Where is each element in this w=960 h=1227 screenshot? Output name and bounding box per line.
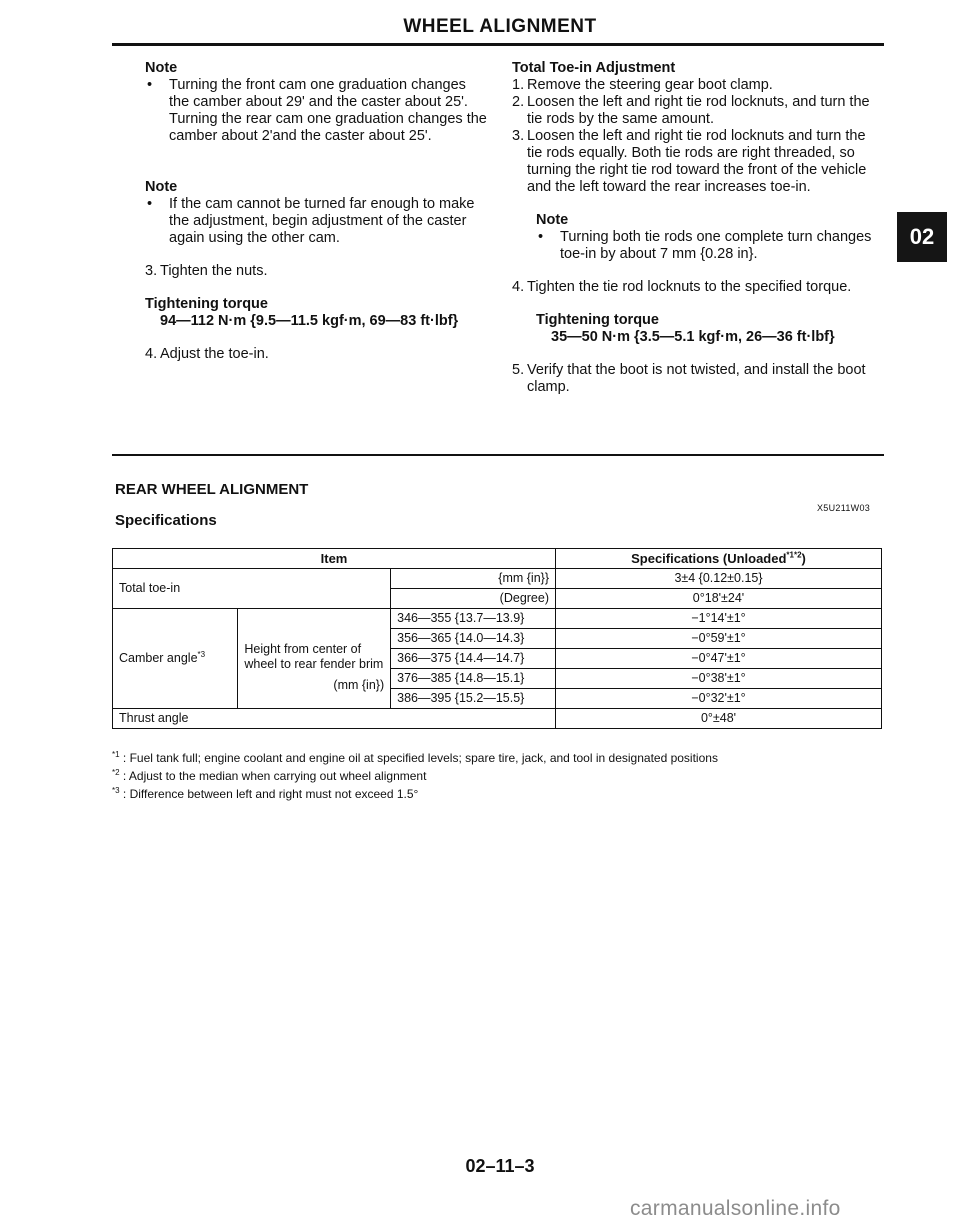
note-cam-limit: • If the cam cannot be turned far enough to make the adjustment, begin adjustment of the caster again using the other cam.: [145, 196, 490, 247]
toe-step-2: 2. Loosen the left and right tie rod locknuts, and turn the tie rods by the same amount.: [512, 94, 870, 127]
camber-value: −0°38'±1°: [556, 669, 882, 689]
torque-heading: Tightening torque: [145, 296, 268, 312]
toe-step-1: 1. Remove the steering gear boot clamp.: [512, 77, 773, 93]
toe-step-4: 4. Tighten the tie rod locknuts to the specified torque.: [512, 279, 852, 295]
footnote-1: $^{*1}$ : Fuel tank full; engine coolant and engine oil at specified levels; spare tire, jack, and tool in designated positions: [112, 750, 718, 765]
camber-value: −1°14'±1°: [556, 609, 882, 629]
table-row: [113, 569, 882, 589]
toe-step-5: 5. Verify that the boot is not twisted, and install the boot clamp.: [512, 362, 866, 395]
note-cam-graduation: • Turning the front cam one graduation changes the camber about 29' and the caster about 25'. Turning the rear cam one graduation changes the camber about 2'and the caster about 25'.: [145, 77, 490, 145]
section-tab: 02: [897, 212, 947, 262]
camber-value: −0°32'±1°: [556, 689, 882, 709]
toe-in-label: Total toe-in: [113, 569, 391, 609]
torque-value: 94—112 N·m {9.5—11.5 kgf·m, 69—83 ft·lbf}: [160, 313, 459, 329]
torque-heading: Tightening torque: [536, 312, 659, 328]
table-header-row: [113, 549, 882, 569]
page-title: WHEEL ALIGNMENT: [403, 16, 597, 37]
specifications-table: [112, 548, 882, 729]
unit-degree: (Degree): [391, 589, 556, 609]
rear-wheel-alignment-heading: REAR WHEEL ALIGNMENT: [115, 481, 309, 498]
toe-degree-value: 0°18'±24': [556, 589, 882, 609]
thrust-angle-label: Thrust angle: [113, 709, 556, 729]
camber-angle-label: Camber angle$^{*3}$: [113, 609, 238, 709]
page-number: 02–11–3: [465, 1156, 535, 1176]
note-heading: Note: [536, 212, 569, 228]
footnote-3: $^{*3}$ : Difference between left and right must not exceed 1.5°: [112, 786, 419, 801]
watermark: carmanualsonline.info: [630, 1197, 841, 1220]
torque-value: 35—50 N·m {3.5—5.1 kgf·m, 26—36 ft·lbf}: [551, 329, 835, 345]
note-toe-turn: • Turning both tie rods one complete turn changes toe-in by about 7 mm {0.28 in}.: [536, 229, 882, 263]
camber-range: 376—385 {14.8—15.1}: [391, 669, 556, 689]
section-heading-toe-in: Total Toe-in Adjustment: [512, 60, 676, 76]
table-row: [113, 609, 882, 629]
height-label: Height from center of wheel to rear fender brim (mm {in}): [238, 609, 391, 709]
unit-mm: {mm {in}}: [391, 569, 556, 589]
document-code: X5U211W03: [817, 503, 871, 513]
toe-step-3: 3. Loosen the left and right tie rod locknuts and turn the tie rods equally. Both tie rods are right threaded, so turning the right tie rod toward the front of the vehicle and the left toward the rear increases toe-in.: [512, 128, 867, 195]
table-row: [113, 709, 882, 729]
thrust-angle-value: 0°±48': [556, 709, 882, 729]
camber-value: −0°59'±1°: [556, 629, 882, 649]
specifications-heading: Specifications: [115, 512, 217, 529]
step-4: 4. Adjust the toe-in.: [145, 346, 269, 362]
footnote-2: $^{*2}$ : Adjust to the median when carrying out wheel alignment: [112, 768, 427, 783]
camber-value: −0°47'±1°: [556, 649, 882, 669]
header-specifications: Specifications (Unloaded$^{*1*2}$): [556, 549, 882, 569]
header-rule: [112, 43, 884, 46]
camber-range: 386—395 {15.2—15.5}: [391, 689, 556, 709]
note-heading: Note: [145, 179, 178, 195]
camber-range: 366—375 {14.4—14.7}: [391, 649, 556, 669]
camber-range: 356—365 {14.0—14.3}: [391, 629, 556, 649]
footnotes: [112, 749, 892, 803]
header-item: Item: [113, 549, 556, 569]
camber-range: 346—355 {13.7—13.9}: [391, 609, 556, 629]
step-3: 3. Tighten the nuts.: [145, 263, 268, 279]
right-column: [512, 60, 882, 396]
section-divider: [112, 454, 884, 456]
left-column: [145, 60, 490, 363]
note-heading: Note: [145, 60, 178, 76]
toe-mm-value: 3±4 {0.12±0.15}: [556, 569, 882, 589]
